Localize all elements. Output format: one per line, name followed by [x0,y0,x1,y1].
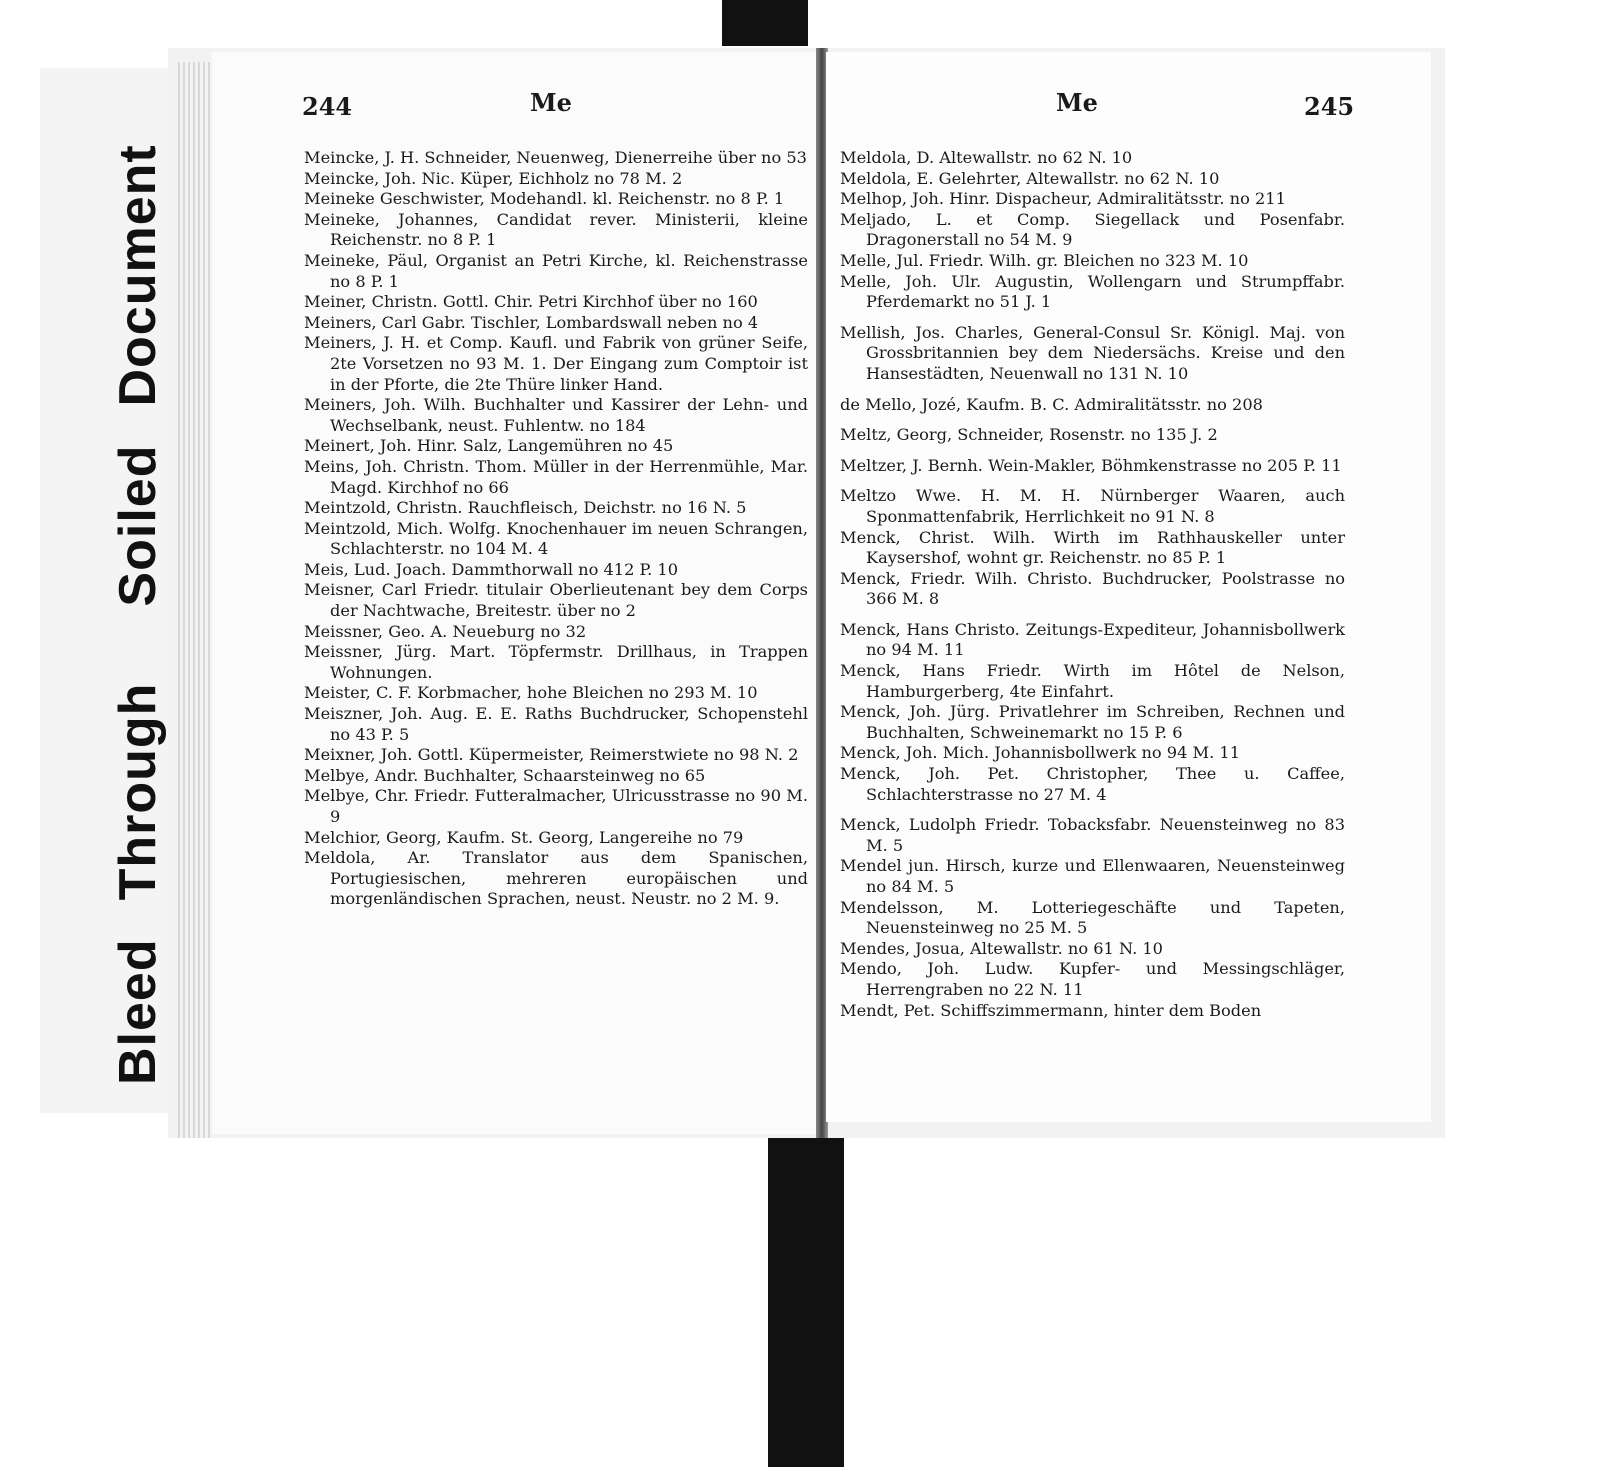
directory-entry: Melbye, Andr. Buchhalter, Schaarsteinweg no 65 [304,765,706,785]
directory-entry: Meissner, Geo. A. Neueburg no 32 [304,621,587,641]
directory-entry: Meixner, Joh. Gottl. Küpermeister, Reimerstwiete no 98 N. 2 [304,745,799,765]
directory-entries [840,148,1345,1021]
directory-entry: Meineke, Päul, Organist an Petri Kirche, kl. Reichenstrasse no 8 P. 1 [304,250,808,291]
directory-entry: Meissner, Jürg. Mart. Töpfermstr. Drillhaus, in Trappen Wohnungen. [304,642,808,682]
label-word: Soiled [109,444,167,607]
directory-entry: Meljado, L. et Comp. Siegellack und Posenfabr. Dragonerstall no 54 M. 9 [840,209,1345,250]
directory-entry: Meisner, Carl Friedr. titulair Oberlieutenant bey dem Corps der Nachtwache, Breitestr. über no 2 [304,580,808,621]
directory-entry: Meltzo Wwe. H. M. H. Nürnberger Waaren, auch Sponmattenfabrik, Herrlichkeit no 91 N. 8 [840,486,1345,526]
directory-entry: Meineke, Johannes, Candidat rever. Ministerii, kleine Reichenstr. no 8 P. 1 [304,209,808,250]
directory-entry: Meldola, Ar. Translator aus dem Spanischen, Portugiesischen, mehreren europäischen und morgenländischen Sprachen, neust. Neustr. no 2 M. 9. [304,848,808,909]
directory-entry: Melle, Jul. Friedr. Wilh. gr. Bleichen no 323 M. 10 [840,250,1249,270]
page-number: 245 [1304,92,1355,121]
directory-entry: Menck, Hans Christo. Zeitungs-Expediteur, Johannisbollwerk no 94 M. 11 [840,619,1345,660]
directory-entry: Meldola, E. Gelehrter, Altewallstr. no 62 N. 10 [840,168,1220,188]
directory-entry: Meins, Joh. Christn. Thom. Müller in der Herrenmühle, Mar. Magd. Kirchhof no 66 [304,456,808,497]
bleed-through-soiled-label [108,144,168,1085]
directory-entry: Meiner, Christn. Gottl. Chir. Petri Kirchhof über no 160 [304,292,758,312]
page-edges [178,62,212,1138]
directory-entry: Meintzold, Christn. Rauchfleisch, Deichstr. no 16 N. 5 [304,498,747,518]
left-page [212,52,818,1134]
scanner-strip-bottom [768,1132,844,1467]
running-head: Me [530,88,572,117]
directory-entry: Mendt, Pet. Schiffszimmermann, hinter dem Boden [840,1000,1262,1020]
directory-entry: Meincke, Joh. Nic. Küper, Eichholz no 78 M. 2 [304,168,683,188]
directory-entry: Melle, Joh. Ulr. Augustin, Wollengarn und Strumpffabr. Pferdemarkt no 51 J. 1 [840,271,1345,312]
directory-entry: Meister, C. F. Korbmacher, hohe Bleichen no 293 M. 10 [304,683,758,703]
directory-entry: Meldola, D. Altewallstr. no 62 N. 10 [840,148,1133,167]
right-page [826,52,1431,1122]
directory-entry: Meintzold, Mich. Wolfg. Knochenhauer im neuen Schrangen, Schlachterstr. no 104 M. 4 [304,518,808,559]
label-word: Through [109,682,167,901]
label-word: Document [109,144,167,407]
directory-entry: Mendel jun. Hirsch, kurze und Ellenwaaren, Neuensteinweg no 84 M. 5 [840,856,1345,896]
directory-entry: Mellish, Jos. Charles, General-Consul Sr. Königl. Maj. von Grossbritannien bey dem Niedersächs. Kreise und den Hansestädten, Neuenwall no 131 N. 10 [840,322,1345,383]
directory-entry: Mendelsson, M. Lotteriegeschäfte und Tapeten, Neuensteinweg no 25 M. 5 [840,897,1345,938]
directory-entry: Meis, Lud. Joach. Dammthorwall no 412 P. 10 [304,559,679,579]
directory-entry: Meiners, J. H. et Comp. Kaufl. und Fabrik von grüner Seife, 2te Vorsetzen no 93 M. 1. Der Eingang zum Comptoir ist in der Pforte, die 2te Thüre linker Hand. [304,333,808,394]
directory-entry: Menck, Ludolph Friedr. Tobacksfabr. Neuensteinweg no 83 M. 5 [840,815,1345,855]
directory-entry: Melhop, Joh. Hinr. Dispacheur, Admiralitätsstr. no 211 [840,189,1286,209]
directory-entry: Menck, Hans Friedr. Wirth im Hôtel de Nelson, Hamburgerberg, 4te Einfahrt. [840,661,1345,701]
directory-entry: Mendo, Joh. Ludw. Kupfer- und Messingschläger, Herrengraben no 22 N. 11 [840,959,1345,999]
directory-entry: Meltzer, J. Bernh. Wein-Makler, Böhmkenstrasse no 205 P. 11 [840,455,1342,475]
directory-entry: Melbye, Chr. Friedr. Futteralmacher, Ulricusstrasse no 90 M. 9 [304,786,808,826]
directory-entry: de Mello, Jozé, Kaufm. B. C. Admiralitätsstr. no 208 [840,394,1263,414]
directory-entry: Meinert, Joh. Hinr. Salz, Langemühren no 45 [304,436,674,456]
directory-entries [304,148,808,910]
directory-entry: Mendes, Josua, Altewallstr. no 61 N. 10 [840,938,1163,958]
directory-entry: Menck, Joh. Pet. Christopher, Thee u. Caffee, Schlachterstrasse no 27 M. 4 [840,764,1345,804]
directory-entry: Meiners, Joh. Wilh. Buchhalter und Kassirer der Lehn- und Wechselbank, neust. Fuhlentw. no 184 [304,395,808,435]
directory-entry: Melchior, Georg, Kaufm. St. Georg, Langereihe no 79 [304,827,744,847]
page-number: 244 [302,92,353,121]
directory-entry: Meincke, J. H. Schneider, Neuenweg, Dienerreihe über no 53 [304,148,807,167]
directory-entry: Meiszner, Joh. Aug. E. E. Raths Buchdrucker, Schopenstehl no 43 P. 5 [304,704,808,744]
directory-entry: Menck, Christ. Wilh. Wirth im Rathhauskeller unter Kaysershof, wohnt gr. Reichenstr. no 85 P. 1 [840,527,1345,568]
label-word: Bleed [109,938,167,1085]
directory-entry: Meineke Geschwister, Modehandl. kl. Reichenstr. no 8 P. 1 [304,189,785,209]
directory-entry: Menck, Joh. Jürg. Privatlehrer im Schreiben, Rechnen und Buchhalten, Schweinemarkt no 15 P. 6 [840,702,1345,742]
directory-entry: Menck, Joh. Mich. Johannisbollwerk no 94 M. 11 [840,743,1240,763]
directory-entry: Menck, Friedr. Wilh. Christo. Buchdrucker, Poolstrasse no 366 M. 8 [840,568,1345,609]
directory-entry: Meltz, Georg, Schneider, Rosenstr. no 135 J. 2 [840,425,1218,445]
running-head: Me [1056,88,1098,117]
directory-entry: Meiners, Carl Gabr. Tischler, Lombardswall neben no 4 [304,312,759,332]
scanner-strip-top [722,0,808,46]
